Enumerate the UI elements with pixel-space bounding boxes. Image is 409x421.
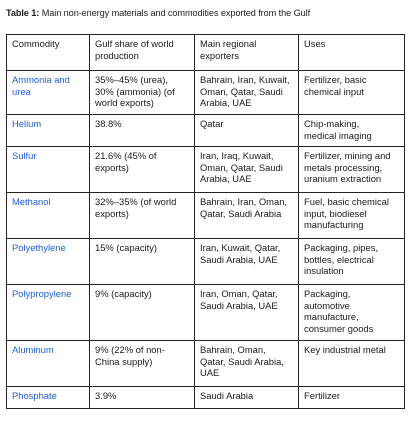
exporters-cell: Bahrain, Iran, Kuwait, Oman, Qatar, Saudi Arabia, UAE	[195, 71, 299, 115]
table-row	[7, 71, 405, 115]
table-row	[7, 193, 405, 239]
table-row	[7, 341, 405, 387]
commodities-table	[6, 34, 405, 409]
table-row	[7, 147, 405, 193]
table-row	[7, 387, 405, 409]
share-cell: 15% (capacity)	[90, 239, 195, 285]
caption-text: Main non-energy materials and commodities exported from the Gulf	[39, 8, 311, 18]
share-cell: 3.9%	[90, 387, 195, 409]
exporters-cell: Bahrain, Iran, Oman, Qatar, Saudi Arabia	[195, 193, 299, 239]
exporters-cell: Bahrain, Oman, Qatar, Saudi Arabia, UAE	[195, 341, 299, 387]
table-header-row	[7, 35, 405, 71]
exporters-cell: Iran, Iraq, Kuwait, Oman, Qatar, Saudi Arabia, UAE	[195, 147, 299, 193]
share-cell: 32%–35% (of world exports)	[90, 193, 195, 239]
commodity-link[interactable]: Polyethylene	[7, 239, 90, 285]
commodity-link[interactable]: Sulfur	[7, 147, 90, 193]
commodity-link[interactable]: Polypropylene	[7, 285, 90, 341]
share-cell: 9% (capacity)	[90, 285, 195, 341]
header-exporters: Main regional exporters	[195, 35, 299, 71]
caption-label: Table 1:	[6, 8, 40, 18]
exporters-cell: Iran, Kuwait, Qatar, Saudi Arabia, UAE	[195, 239, 299, 285]
commodity-link[interactable]: Methanol	[7, 193, 90, 239]
exporters-cell: Qatar	[195, 115, 299, 147]
uses-cell: Fertilizer, mining and metals processing, uranium extraction	[299, 147, 405, 193]
table-caption	[6, 8, 310, 18]
share-cell: 9% (22% of non- China supply)	[90, 341, 195, 387]
exporters-cell: Saudi Arabia	[195, 387, 299, 409]
exporters-cell: Iran, Oman, Qatar, Saudi Arabia, UAE	[195, 285, 299, 341]
commodity-link[interactable]: Aluminum	[7, 341, 90, 387]
uses-cell: Fuel, basic chemical input, biodiesel manufacturing	[299, 193, 405, 239]
uses-cell: Key industrial metal	[299, 341, 405, 387]
share-cell: 38.8%	[90, 115, 195, 147]
uses-cell: Fertilizer	[299, 387, 405, 409]
commodity-link[interactable]: Phosphate	[7, 387, 90, 409]
uses-cell: Chip-making, medical imaging	[299, 115, 405, 147]
header-uses: Uses	[299, 35, 405, 71]
share-cell: 35%–45% (urea), 30% (ammonia) (of world exports)	[90, 71, 195, 115]
table-row	[7, 115, 405, 147]
uses-cell: Fertilizer, basic chemical input	[299, 71, 405, 115]
uses-cell: Packaging, pipes, bottles, electrical insulation	[299, 239, 405, 285]
commodity-link[interactable]: Ammonia and urea	[7, 71, 90, 115]
table-row	[7, 285, 405, 341]
share-cell: 21.6% (45% of exports)	[90, 147, 195, 193]
header-commodity: Commodity	[7, 35, 90, 71]
uses-cell: Packaging, automotive manufacture, consumer goods	[299, 285, 405, 341]
table-row	[7, 239, 405, 285]
header-share: Gulf share of world production	[90, 35, 195, 71]
commodity-link[interactable]: Helium	[7, 115, 90, 147]
